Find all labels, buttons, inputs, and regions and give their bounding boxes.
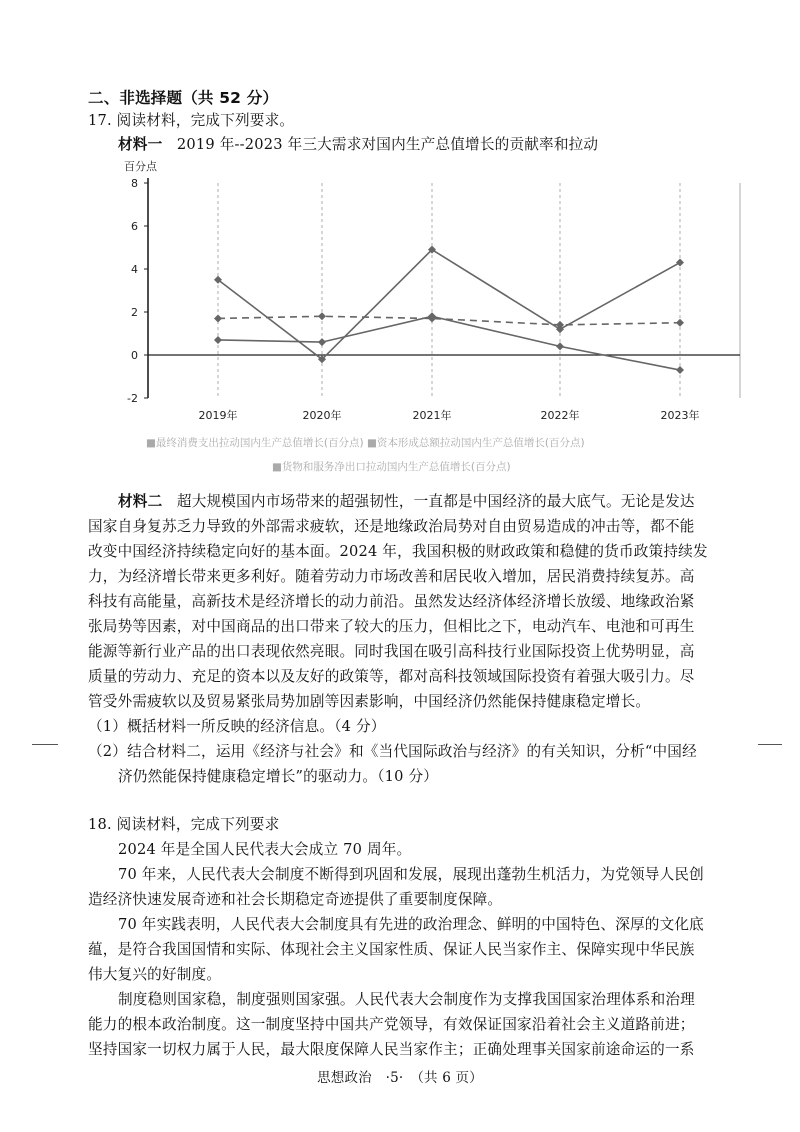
legend-line-2: ■货物和服务净出口拉动国内生产总值增长(百分点) (272, 461, 511, 473)
material2-line-8: 质量的劳动力、充足的资本以及友好的政策等，都对高科技领域国际投资有着强大吸引力。尽 (88, 668, 695, 685)
q17-sub-question-2-line-2: 济仍然能保持健康稳定增长”的驱动力。（10 分） (118, 768, 439, 785)
y-tick-label-3: 2 (131, 306, 138, 319)
q18-line-2: 70 年来，人民代表大会制度不断得到巩固和发展，展现出蓬勃生机活力，为党领导人民创 (118, 866, 704, 883)
x-tick-label-4: 2023年 (660, 409, 700, 422)
series-2-point-1 (318, 338, 326, 346)
material2-line-9: 管受外需疲软以及贸易紧张局势加剧等因素影响，中国经济仍然能保持健康稳定增长。 (88, 693, 651, 710)
material2-first-line (118, 490, 695, 511)
series-1-point-4 (676, 319, 684, 327)
material1-label: 材料一 (118, 136, 163, 153)
material2-line-7: 能源等新行业产品的出口表现依然亮眼。同时我国在吸引高科技行业国际投资上优势明显，高 (88, 643, 695, 660)
series-2-point-0 (214, 336, 222, 344)
material2-line-4: 力，为经济增长带来更多利好。随着劳动力市场改善和居民收入增加，居民消费持续复苏。高 (88, 568, 695, 585)
q18-intro: 18. 阅读材料，完成下列要求 (88, 816, 280, 833)
margin-mark-right (758, 744, 782, 745)
series-line-0 (218, 250, 680, 360)
q18-line-8: 能力的根本政治制度。这一制度坚持中国共产党领导，有效保证国家沿着社会主义道路前进； (88, 1016, 695, 1033)
series-0-point-4 (676, 259, 684, 267)
q18-line-4: 70 年实践表明，人民代表大会制度具有先进的政治理念、鲜明的中国特色、深厚的文化底 (118, 916, 704, 933)
series-line-2 (218, 316, 680, 370)
q17-intro: 17. 阅读材料，完成下列要求。 (88, 112, 295, 129)
q18-line-7: 制度稳则国家稳，制度强则国家强。人民代表大会制度作为支撑我国国家治理体系和治理 (118, 991, 695, 1008)
material2-line-2: 国家自身复苏乏力导致的外部需求疲软，还是地缘政治局势对自由贸易造成的冲击等，都不能 (88, 518, 695, 535)
x-tick-label-0: 2019年 (198, 409, 238, 422)
y-tick-label-1: 6 (131, 220, 138, 233)
x-tick-label-1: 2020年 (302, 409, 342, 422)
q17-sub-question-1: （1）概括材料一所反映的经济信息。（4 分） (88, 718, 386, 735)
material2-line-6: 张局势等因素，对中国商品的出口带来了较大的压力，但相比之下，电动汽车、电池和可再生 (88, 618, 695, 635)
material2-line-5: 科技有高能量，高新技术是经济增长的动力前沿。虽然发达经济体经济增长放缓、地缘政治紧 (88, 593, 695, 610)
margin-mark-left (32, 744, 58, 745)
series-2-point-3 (556, 342, 564, 350)
material2-line-1: 超大规模国内市场带来的超强韧性，一直都是中国经济的最大底气。无论是发达 (176, 493, 695, 510)
q18-line-6: 伟大复兴的好制度。 (88, 966, 222, 983)
y-tick-label-5: -2 (127, 392, 138, 405)
section-title: 二、非选择题（共 52 分） (88, 89, 279, 107)
series-2-point-4 (676, 366, 684, 374)
x-tick-label-2: 2021年 (412, 409, 452, 422)
material2-label: 材料二 (118, 493, 163, 510)
q18-line-1: 2024 年是全国人民代表大会成立 70 周年。 (118, 841, 412, 858)
material1-title: 2019 年--2023 年三大需求对国内生产总值增长的贡献率和拉动 (176, 136, 599, 153)
page-footer: 思想政治 ·5· （共 6 页） (317, 1070, 483, 1086)
x-tick-label-3: 2022年 (540, 409, 580, 422)
y-tick-label-2: 4 (131, 263, 138, 276)
y-axis-label: 百分点 (124, 160, 157, 173)
q17-sub-question-2-line-1: （2）结合材料二，运用《经济与社会》和《当代国际政治与经济》的有关知识，分析“中国经 (88, 743, 697, 760)
series-1-point-1 (318, 312, 326, 320)
q18-line-9: 坚持国家一切权力属于人民，最大限度保障人民当家作主；正确处理事关国家前途命运的一系 (88, 1041, 695, 1058)
line-chart (0, 0, 800, 480)
series-1-point-0 (214, 314, 222, 322)
material2-line-3: 改变中国经济持续稳定向好的基本面。2024 年，我国积极的财政政策和稳健的货币政策持续发 (88, 543, 708, 560)
q18-line-5: 蕴，是符合我国国情和实际、体现社会主义国家性质、保证人民当家作主、保障实现中华民族 (88, 941, 695, 958)
y-tick-label-0: 8 (131, 177, 138, 190)
legend-line-1: ■最终消费支出拉动国内生产总值增长(百分点) ■资本形成总额拉动国内生产总值增长(百分点) (146, 437, 585, 449)
q18-line-3: 造经济快速发展奇迹和社会长期稳定奇迹提供了重要制度保障。 (88, 891, 503, 908)
y-tick-label-4: 0 (131, 349, 138, 362)
